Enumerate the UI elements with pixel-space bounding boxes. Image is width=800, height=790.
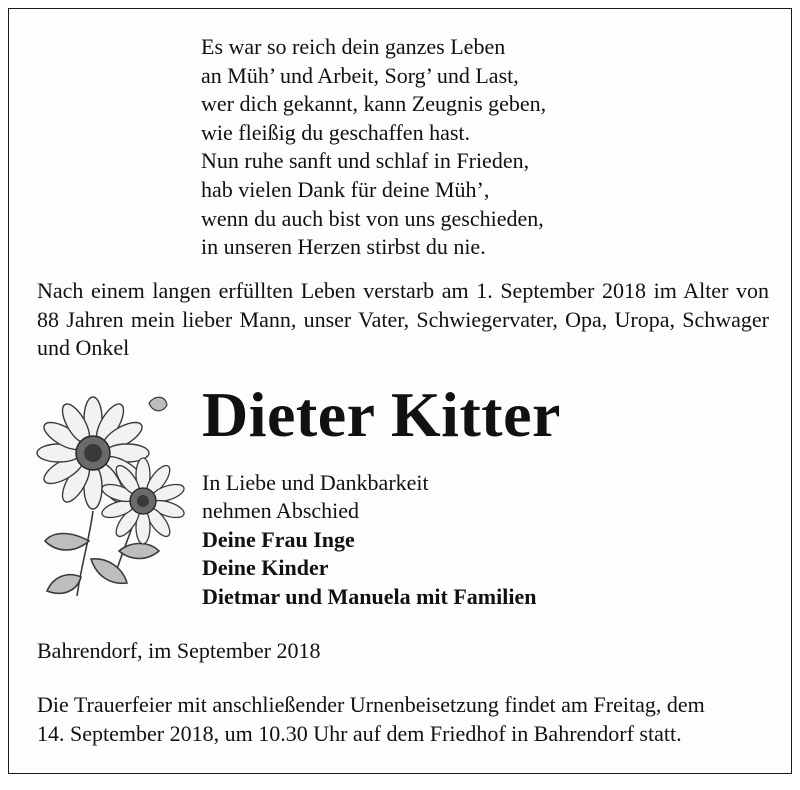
obituary-notice — [8, 8, 792, 774]
funeral-line: 14. September 2018, um 10.30 Uhr auf dem Friedhof in Bahrendorf statt. — [37, 720, 682, 746]
poem-line: wer dich gekannt, kann Zeugnis geben, — [201, 91, 547, 117]
poem-line: Nun ruhe sanft und schlaf in Frieden, — [201, 148, 530, 174]
poem-line: wenn du auch bist von uns geschieden, — [201, 205, 544, 231]
mourner-name: Deine Frau Inge — [202, 526, 355, 552]
mourners-signature — [202, 469, 536, 611]
funeral-line: Die Trauerfeier mit anschließender Urnenbeisetzung findet am Freitag, dem — [37, 692, 705, 717]
deceased-name: Dieter Kitter — [202, 379, 561, 450]
death-announcement-text: Nach einem langen erfüllten Leben verstarb am 1. September 2018 im Alter von 88 Jahren mein lieber Mann, unser Vater, Schwiegervater, Opa, Uropa, Schwager und Onkel — [37, 278, 769, 361]
farewell-line: nehmen Abschied — [202, 498, 360, 524]
mourner-name: Deine Kinder — [202, 555, 329, 581]
poem-line: hab vielen Dank für deine Müh’, — [201, 176, 490, 202]
poem-line: Es war so reich dein ganzes Leben — [201, 34, 506, 59]
poem-line: an Müh’ und Arbeit, Sorg’ und Last, — [201, 62, 519, 88]
memorial-poem — [201, 33, 546, 262]
sunflower-icon — [31, 391, 187, 605]
poem-line: wie fleißig du geschaffen hast. — [201, 119, 471, 145]
farewell-line: In Liebe und Dankbarkeit — [202, 470, 429, 495]
funeral-information — [37, 691, 769, 748]
mourner-name: Dietmar und Manuela mit Familien — [202, 583, 537, 609]
poem-line: in unseren Herzen stirbst du nie. — [201, 234, 486, 260]
place-and-date: Bahrendorf, im September 2018 — [37, 638, 321, 663]
